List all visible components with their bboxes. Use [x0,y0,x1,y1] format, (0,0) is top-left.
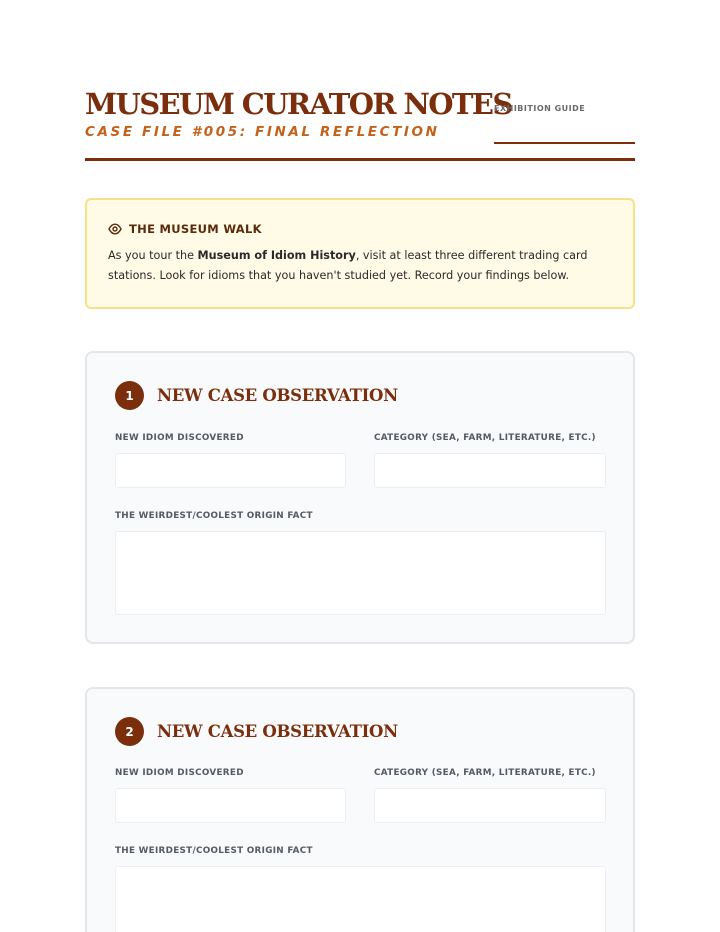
origin-fact-label: THE WEIRDEST/COOLEST ORIGIN FACT [115,846,313,856]
origin-fact-input[interactable] [115,866,606,932]
case-file-subtitle: CASE FILE #005: FINAL REFLECTION [85,124,440,140]
notice-title: THE MUSEUM WALK [129,222,262,236]
case-card-2 [85,687,635,932]
notice-header [108,222,262,236]
idiom-label: NEW IDIOM DISCOVERED [115,768,244,778]
tag-underline [494,142,635,144]
case-card-1 [85,351,635,644]
case-number-badge: 1 [115,381,144,410]
museum-name: Museum of Idiom History [197,249,356,262]
notice-text-start: As you tour the [108,249,198,262]
case-header [115,717,398,746]
case-title: NEW CASE OBSERVATION [157,386,398,405]
museum-walk-notice [85,198,635,309]
origin-fact-label: THE WEIRDEST/COOLEST ORIGIN FACT [115,511,313,521]
page-header [85,86,635,162]
category-input[interactable] [374,788,606,823]
category-label: CATEGORY (SEA, FARM, LITERATURE, ETC.) [374,768,596,778]
origin-fact-input[interactable] [115,531,606,615]
idiom-label: NEW IDIOM DISCOVERED [115,433,244,443]
case-title: NEW CASE OBSERVATION [157,722,398,741]
idiom-input[interactable] [115,453,346,488]
eye-icon [108,223,122,235]
page-title: MUSEUM CURATOR NOTES [85,87,512,121]
category-label: CATEGORY (SEA, FARM, LITERATURE, ETC.) [374,433,596,443]
idiom-input[interactable] [115,788,346,823]
category-input[interactable] [374,453,606,488]
case-header [115,381,398,410]
case-number-badge: 2 [115,717,144,746]
notice-text-end: , visit at least three different trading card stations. Look for idioms that you haven't studied yet. Record your findings below. [108,249,588,282]
exhibition-guide-tag: EXHIBITION GUIDE [494,104,586,113]
header-divider [85,158,635,161]
notice-body [108,246,613,286]
